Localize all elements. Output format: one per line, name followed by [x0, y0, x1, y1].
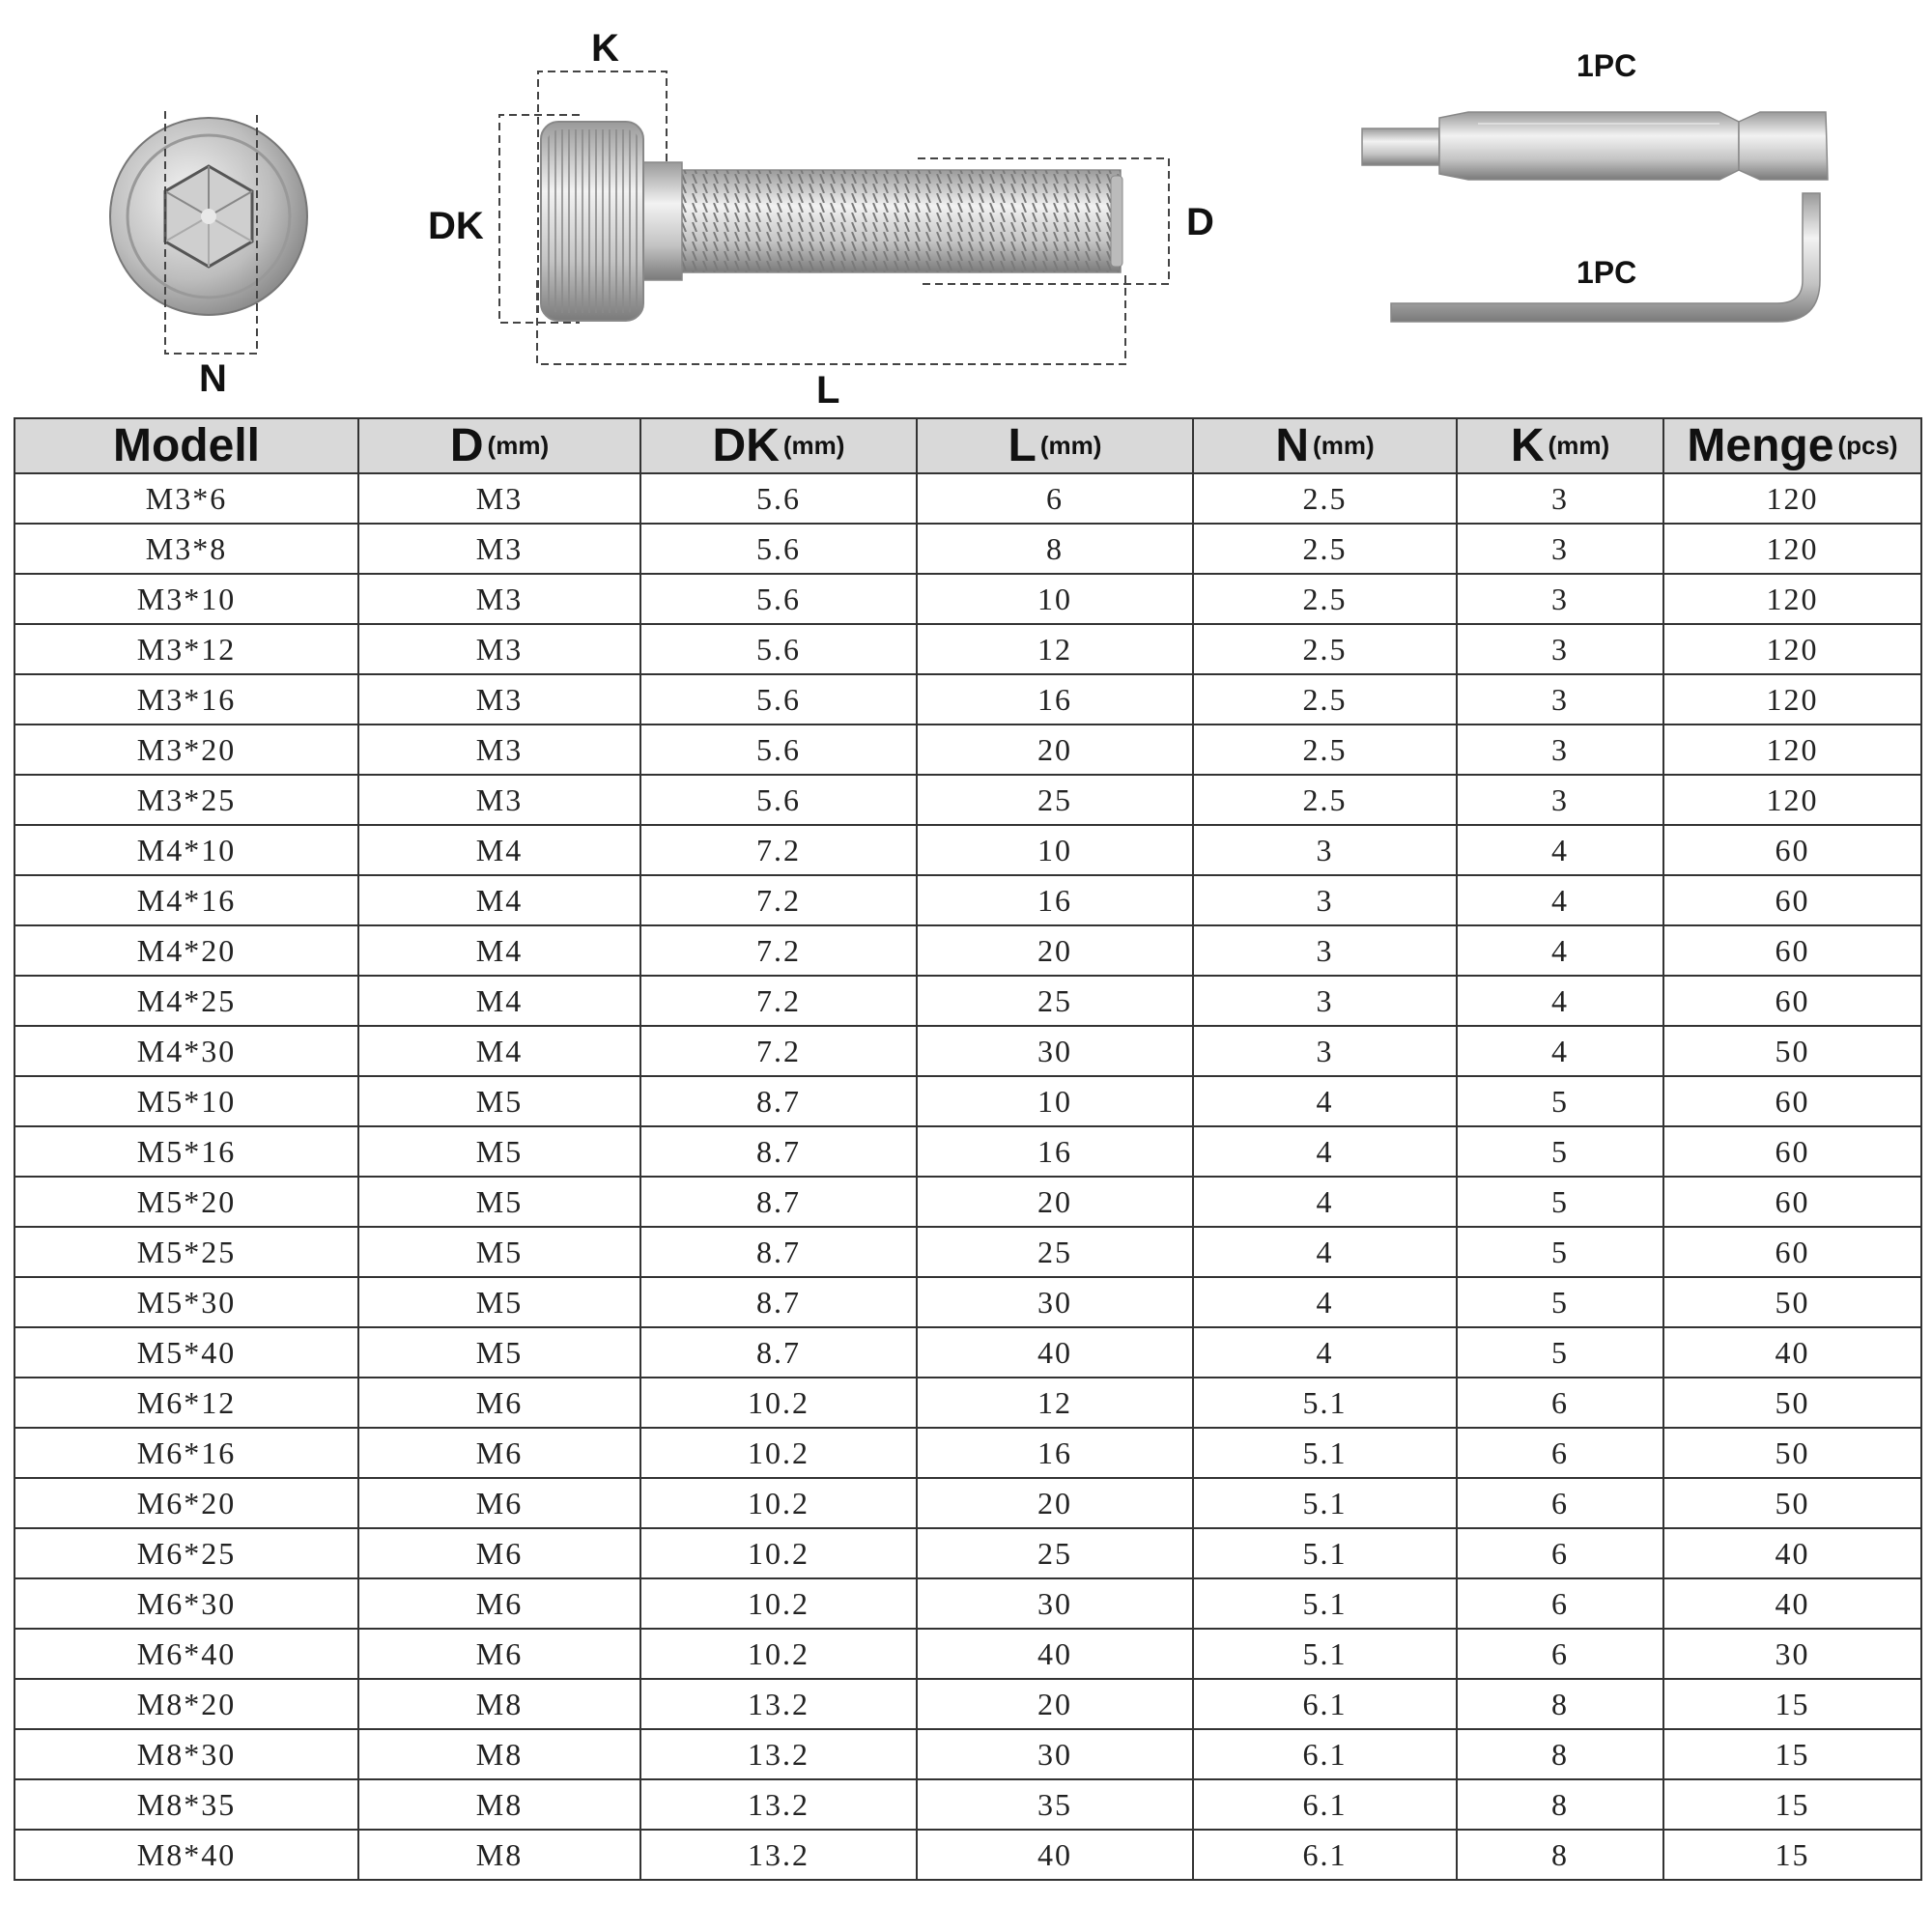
- cell-k: 6: [1457, 1478, 1663, 1528]
- cell-d: M3: [358, 724, 640, 775]
- column-header-unit: (mm): [1313, 431, 1375, 460]
- cell-d: M5: [358, 1076, 640, 1126]
- cell-dk: 10.2: [640, 1378, 917, 1428]
- screw-side-view: [499, 71, 1169, 364]
- cell-l: 10: [917, 1076, 1193, 1126]
- cell-model: M5*40: [14, 1327, 358, 1378]
- cell-n: 6.1: [1193, 1779, 1457, 1830]
- table-row: [14, 624, 1921, 674]
- cell-dk: 5.6: [640, 775, 917, 825]
- table-row: [14, 1779, 1921, 1830]
- table-row: [14, 1327, 1921, 1378]
- table-row: [14, 1378, 1921, 1428]
- cell-dk: 5.6: [640, 524, 917, 574]
- column-header-unit: (mm): [1548, 431, 1610, 460]
- cell-n: 2.5: [1193, 574, 1457, 624]
- cell-l: 10: [917, 825, 1193, 875]
- cell-model: M5*16: [14, 1126, 358, 1177]
- cell-l: 12: [917, 1378, 1193, 1428]
- cell-n: 4: [1193, 1076, 1457, 1126]
- cell-dk: 13.2: [640, 1729, 917, 1779]
- cell-l: 30: [917, 1277, 1193, 1327]
- cell-k: 3: [1457, 724, 1663, 775]
- table-header-row: [14, 418, 1921, 473]
- cell-k: 8: [1457, 1679, 1663, 1729]
- cell-n: 3: [1193, 825, 1457, 875]
- cell-k: 3: [1457, 775, 1663, 825]
- cell-model: M3*6: [14, 473, 358, 524]
- cell-l: 25: [917, 1528, 1193, 1578]
- cell-n: 3: [1193, 925, 1457, 976]
- cell-l: 30: [917, 1026, 1193, 1076]
- cell-quantity: 120: [1663, 624, 1921, 674]
- cell-quantity: 120: [1663, 574, 1921, 624]
- cell-k: 5: [1457, 1126, 1663, 1177]
- cell-model: M8*35: [14, 1779, 358, 1830]
- cell-quantity: 40: [1663, 1578, 1921, 1629]
- cell-quantity: 120: [1663, 674, 1921, 724]
- screwdriver-bit-icon: [1362, 112, 1828, 180]
- table-row: [14, 1177, 1921, 1227]
- screw-head-end-view: [110, 111, 307, 354]
- cell-model: M3*12: [14, 624, 358, 674]
- cell-d: M6: [358, 1528, 640, 1578]
- cell-l: 16: [917, 875, 1193, 925]
- cell-l: 10: [917, 574, 1193, 624]
- table-row: [14, 1578, 1921, 1629]
- column-header-k: [1457, 418, 1663, 473]
- cell-d: M5: [358, 1177, 640, 1227]
- cell-l: 25: [917, 775, 1193, 825]
- cell-model: M4*16: [14, 875, 358, 925]
- cell-l: 20: [917, 1679, 1193, 1729]
- cell-dk: 10.2: [640, 1428, 917, 1478]
- cell-k: 6: [1457, 1428, 1663, 1478]
- cell-d: M8: [358, 1830, 640, 1880]
- table-row: [14, 1679, 1921, 1729]
- cell-n: 5.1: [1193, 1378, 1457, 1428]
- column-header-label: K: [1510, 420, 1545, 471]
- column-header-l: [917, 418, 1193, 473]
- table-row: [14, 1126, 1921, 1177]
- cell-dk: 7.2: [640, 925, 917, 976]
- cell-k: 3: [1457, 674, 1663, 724]
- cell-quantity: 120: [1663, 473, 1921, 524]
- cell-d: M3: [358, 674, 640, 724]
- table-row: [14, 1478, 1921, 1528]
- cell-dk: 7.2: [640, 976, 917, 1026]
- cell-d: M3: [358, 473, 640, 524]
- cell-n: 5.1: [1193, 1478, 1457, 1528]
- table-row: [14, 775, 1921, 825]
- cell-dk: 10.2: [640, 1528, 917, 1578]
- cell-l: 30: [917, 1729, 1193, 1779]
- cell-k: 5: [1457, 1227, 1663, 1277]
- cell-l: 40: [917, 1327, 1193, 1378]
- cell-dk: 8.7: [640, 1126, 917, 1177]
- cell-quantity: 30: [1663, 1629, 1921, 1679]
- column-header-dk: [640, 418, 917, 473]
- column-header-label: L: [1008, 420, 1037, 471]
- table-row: [14, 1528, 1921, 1578]
- column-header-label: N: [1275, 420, 1310, 471]
- cell-quantity: 60: [1663, 976, 1921, 1026]
- cell-n: 4: [1193, 1227, 1457, 1277]
- column-header-unit: (mm): [782, 431, 845, 460]
- cell-n: 3: [1193, 1026, 1457, 1076]
- cell-model: M5*25: [14, 1227, 358, 1277]
- cell-model: M3*20: [14, 724, 358, 775]
- cell-d: M5: [358, 1277, 640, 1327]
- cell-n: 2.5: [1193, 674, 1457, 724]
- cell-dk: 7.2: [640, 875, 917, 925]
- cell-n: 6.1: [1193, 1679, 1457, 1729]
- cell-dk: 10.2: [640, 1478, 917, 1528]
- table-row: [14, 674, 1921, 724]
- cell-dk: 8.7: [640, 1327, 917, 1378]
- cell-quantity: 60: [1663, 875, 1921, 925]
- hex-key-quantity-label: 1PC: [1577, 255, 1637, 290]
- cell-model: M5*20: [14, 1177, 358, 1227]
- cell-l: 20: [917, 1177, 1193, 1227]
- cell-k: 8: [1457, 1729, 1663, 1779]
- bit-quantity-label: 1PC: [1577, 48, 1637, 83]
- cell-dk: 8.7: [640, 1076, 917, 1126]
- cell-model: M6*12: [14, 1378, 358, 1428]
- cell-n: 2.5: [1193, 473, 1457, 524]
- cell-n: 3: [1193, 875, 1457, 925]
- cell-l: 20: [917, 724, 1193, 775]
- table-row: [14, 1830, 1921, 1880]
- cell-d: M3: [358, 574, 640, 624]
- dimension-drawing: [0, 0, 1932, 415]
- cell-model: M6*40: [14, 1629, 358, 1679]
- dimension-label-d: D: [1186, 201, 1214, 243]
- cell-d: M6: [358, 1478, 640, 1528]
- table-row: [14, 976, 1921, 1026]
- cell-model: M8*20: [14, 1679, 358, 1729]
- cell-d: M6: [358, 1629, 640, 1679]
- cell-k: 4: [1457, 976, 1663, 1026]
- cell-d: M4: [358, 1026, 640, 1076]
- cell-dk: 7.2: [640, 1026, 917, 1076]
- cell-n: 5.1: [1193, 1428, 1457, 1478]
- cell-quantity: 120: [1663, 724, 1921, 775]
- cell-k: 4: [1457, 1026, 1663, 1076]
- cell-d: M4: [358, 875, 640, 925]
- cell-l: 16: [917, 1428, 1193, 1478]
- table-row: [14, 1026, 1921, 1076]
- table-row: [14, 724, 1921, 775]
- cell-dk: 10.2: [640, 1578, 917, 1629]
- cell-d: M3: [358, 775, 640, 825]
- cell-k: 6: [1457, 1578, 1663, 1629]
- cell-dk: 5.6: [640, 473, 917, 524]
- table-row: [14, 1076, 1921, 1126]
- cell-d: M6: [358, 1428, 640, 1478]
- cell-l: 16: [917, 674, 1193, 724]
- column-header-model: [14, 418, 358, 473]
- cell-model: M3*16: [14, 674, 358, 724]
- cell-n: 2.5: [1193, 724, 1457, 775]
- cell-model: M3*8: [14, 524, 358, 574]
- cell-quantity: 50: [1663, 1378, 1921, 1428]
- cell-l: 40: [917, 1830, 1193, 1880]
- cell-l: 6: [917, 473, 1193, 524]
- cell-n: 6.1: [1193, 1830, 1457, 1880]
- cell-model: M6*16: [14, 1428, 358, 1478]
- column-header-label: D: [449, 420, 484, 471]
- cell-n: 6.1: [1193, 1729, 1457, 1779]
- table-row: [14, 825, 1921, 875]
- cell-quantity: 120: [1663, 524, 1921, 574]
- cell-n: 2.5: [1193, 524, 1457, 574]
- cell-k: 4: [1457, 825, 1663, 875]
- cell-d: M5: [358, 1227, 640, 1277]
- cell-k: 3: [1457, 574, 1663, 624]
- cell-k: 8: [1457, 1830, 1663, 1880]
- cell-model: M6*25: [14, 1528, 358, 1578]
- cell-d: M3: [358, 524, 640, 574]
- column-header-label: Menge: [1687, 420, 1834, 471]
- cell-k: 5: [1457, 1076, 1663, 1126]
- table-row: [14, 1428, 1921, 1478]
- cell-model: M3*10: [14, 574, 358, 624]
- cell-quantity: 120: [1663, 775, 1921, 825]
- spec-table: [14, 417, 1922, 1881]
- cell-l: 40: [917, 1629, 1193, 1679]
- dimension-label-l: L: [816, 369, 840, 412]
- cell-l: 20: [917, 925, 1193, 976]
- cell-n: 4: [1193, 1277, 1457, 1327]
- cell-model: M4*25: [14, 976, 358, 1026]
- column-header-unit: (pcs): [1837, 431, 1898, 460]
- cell-quantity: 60: [1663, 1126, 1921, 1177]
- cell-model: M6*20: [14, 1478, 358, 1528]
- table-row: [14, 875, 1921, 925]
- cell-l: 8: [917, 524, 1193, 574]
- cell-model: M4*10: [14, 825, 358, 875]
- cell-n: 4: [1193, 1126, 1457, 1177]
- table-row: [14, 473, 1921, 524]
- cell-d: M4: [358, 976, 640, 1026]
- cell-k: 3: [1457, 473, 1663, 524]
- cell-d: M4: [358, 925, 640, 976]
- cell-n: 3: [1193, 976, 1457, 1026]
- cell-quantity: 60: [1663, 1076, 1921, 1126]
- cell-dk: 5.6: [640, 574, 917, 624]
- cell-quantity: 40: [1663, 1528, 1921, 1578]
- cell-dk: 5.6: [640, 674, 917, 724]
- column-header-unit: (mm): [1039, 431, 1102, 460]
- cell-k: 6: [1457, 1378, 1663, 1428]
- cell-quantity: 50: [1663, 1026, 1921, 1076]
- cell-model: M5*30: [14, 1277, 358, 1327]
- column-header-label: Modell: [113, 420, 260, 471]
- cell-k: 4: [1457, 875, 1663, 925]
- column-header-label: DK: [712, 420, 780, 471]
- cell-model: M8*40: [14, 1830, 358, 1880]
- cell-k: 5: [1457, 1277, 1663, 1327]
- table-row: [14, 524, 1921, 574]
- cell-n: 2.5: [1193, 624, 1457, 674]
- cell-l: 25: [917, 976, 1193, 1026]
- cell-d: M3: [358, 624, 640, 674]
- table-row: [14, 1729, 1921, 1779]
- cell-k: 6: [1457, 1629, 1663, 1679]
- cell-l: 30: [917, 1578, 1193, 1629]
- cell-quantity: 15: [1663, 1779, 1921, 1830]
- cell-l: 35: [917, 1779, 1193, 1830]
- cell-d: M4: [358, 825, 640, 875]
- cell-quantity: 60: [1663, 825, 1921, 875]
- cell-d: M8: [358, 1679, 640, 1729]
- cell-n: 5.1: [1193, 1528, 1457, 1578]
- column-header-unit: (mm): [487, 431, 550, 460]
- cell-quantity: 15: [1663, 1830, 1921, 1880]
- cell-k: 5: [1457, 1177, 1663, 1227]
- table-row: [14, 925, 1921, 976]
- cell-quantity: 60: [1663, 1227, 1921, 1277]
- dimension-label-k: K: [591, 27, 619, 70]
- cell-n: 2.5: [1193, 775, 1457, 825]
- table-row: [14, 1227, 1921, 1277]
- cell-model: M6*30: [14, 1578, 358, 1629]
- cell-dk: 10.2: [640, 1629, 917, 1679]
- cell-quantity: 15: [1663, 1729, 1921, 1779]
- cell-dk: 8.7: [640, 1277, 917, 1327]
- cell-quantity: 50: [1663, 1428, 1921, 1478]
- cell-d: M5: [358, 1327, 640, 1378]
- cell-dk: 13.2: [640, 1679, 917, 1729]
- cell-quantity: 40: [1663, 1327, 1921, 1378]
- cell-d: M8: [358, 1779, 640, 1830]
- cell-dk: 8.7: [640, 1177, 917, 1227]
- cell-dk: 13.2: [640, 1779, 917, 1830]
- cell-n: 5.1: [1193, 1578, 1457, 1629]
- cell-model: M3*25: [14, 775, 358, 825]
- cell-model: M4*20: [14, 925, 358, 976]
- cell-k: 8: [1457, 1779, 1663, 1830]
- product-diagram: [0, 0, 1932, 415]
- cell-d: M6: [358, 1378, 640, 1428]
- cell-k: 4: [1457, 925, 1663, 976]
- column-header-quantity: [1663, 418, 1921, 473]
- cell-model: M4*30: [14, 1026, 358, 1076]
- cell-dk: 7.2: [640, 825, 917, 875]
- cell-l: 25: [917, 1227, 1193, 1277]
- column-header-n: [1193, 418, 1457, 473]
- cell-k: 5: [1457, 1327, 1663, 1378]
- table-row: [14, 1277, 1921, 1327]
- cell-n: 4: [1193, 1177, 1457, 1227]
- cell-k: 6: [1457, 1528, 1663, 1578]
- cell-k: 3: [1457, 624, 1663, 674]
- cell-l: 20: [917, 1478, 1193, 1528]
- cell-model: M8*30: [14, 1729, 358, 1779]
- column-header-d: [358, 418, 640, 473]
- cell-quantity: 50: [1663, 1277, 1921, 1327]
- table-row: [14, 574, 1921, 624]
- dimension-label-n: N: [199, 357, 227, 400]
- cell-dk: 5.6: [640, 624, 917, 674]
- cell-k: 3: [1457, 524, 1663, 574]
- cell-dk: 8.7: [640, 1227, 917, 1277]
- cell-l: 16: [917, 1126, 1193, 1177]
- cell-quantity: 60: [1663, 1177, 1921, 1227]
- cell-n: 4: [1193, 1327, 1457, 1378]
- table-row: [14, 1629, 1921, 1679]
- cell-d: M5: [358, 1126, 640, 1177]
- cell-d: M6: [358, 1578, 640, 1629]
- cell-quantity: 50: [1663, 1478, 1921, 1528]
- cell-quantity: 15: [1663, 1679, 1921, 1729]
- cell-d: M8: [358, 1729, 640, 1779]
- cell-model: M5*10: [14, 1076, 358, 1126]
- cell-dk: 5.6: [640, 724, 917, 775]
- cell-n: 5.1: [1193, 1629, 1457, 1679]
- dimension-label-dk: DK: [428, 205, 484, 247]
- cell-l: 12: [917, 624, 1193, 674]
- cell-quantity: 60: [1663, 925, 1921, 976]
- cell-dk: 13.2: [640, 1830, 917, 1880]
